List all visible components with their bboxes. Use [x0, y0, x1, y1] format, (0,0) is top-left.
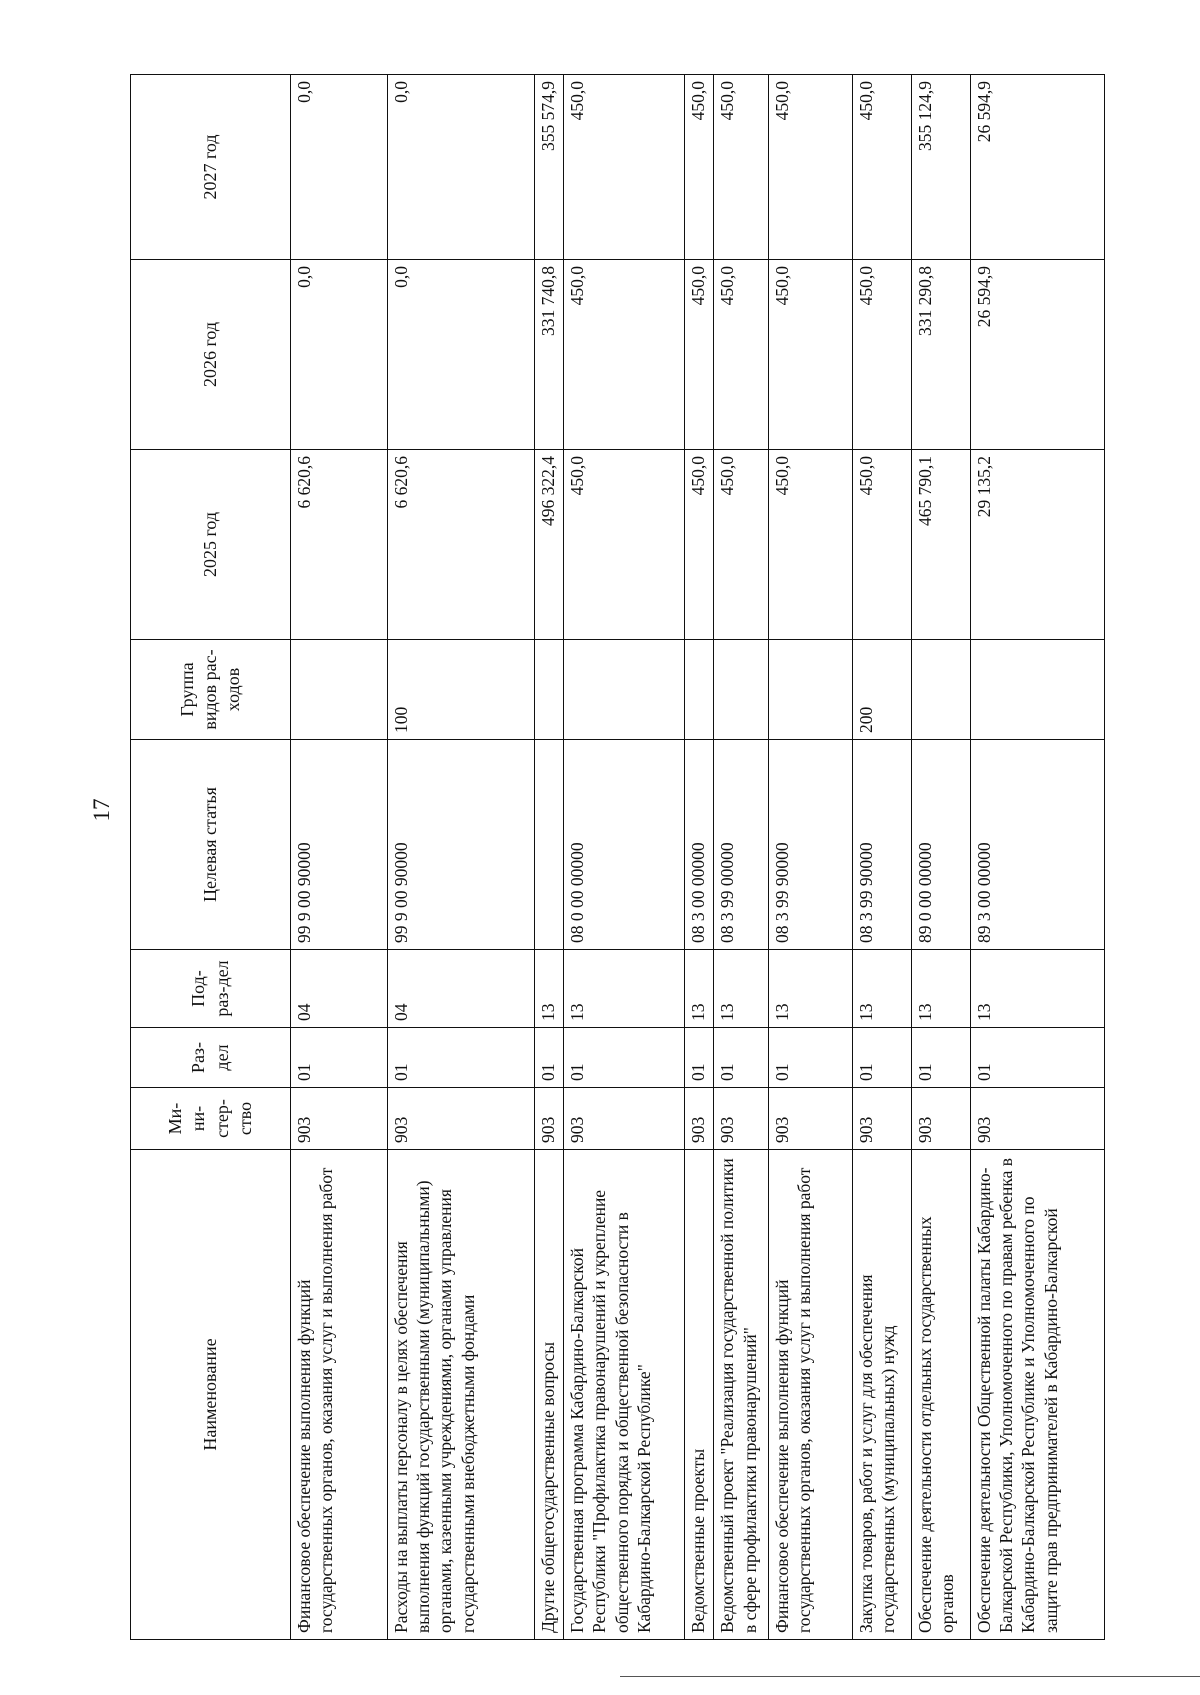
cell-2025: 450,0: [714, 450, 769, 640]
cell-2026: 331 740,8: [534, 260, 563, 450]
cell-target: 08 3 99 90000: [768, 740, 852, 950]
header-ministry: Ми-ни-стер-ство: [131, 1088, 291, 1150]
cell-2025: 29 135,2: [970, 450, 1105, 640]
cell-subsection: 13: [768, 950, 852, 1028]
cell-2027: 0,0: [387, 75, 534, 260]
header-group: Группа видов рас-ходов: [131, 640, 291, 740]
cell-target: 08 0 00 00000: [564, 740, 685, 950]
cell-ministry: 903: [911, 1088, 970, 1150]
cell-target: 08 3 99 90000: [852, 740, 911, 950]
cell-section: 01: [911, 1028, 970, 1088]
header-name: Наименование: [131, 1150, 291, 1640]
cell-name: Расходы на выплаты персоналу в целях обеспечения выполнения функций государственными (муниципальными) органами, казенными учреждениями, органами управления государственными внебюджетными фондами: [387, 1150, 534, 1640]
cell-name: Обеспечение деятельности Общественной палаты Кабардино-Балкарской Республики, Уполномоченного по правам ребенка в Кабардино-Балкарской Республике и Уполномоченного по защите прав предпринимателей в Кабардино-Балкарской: [970, 1150, 1105, 1640]
cell-section: 01: [768, 1028, 852, 1088]
cell-group: [768, 640, 852, 740]
table-row: [714, 75, 769, 1640]
cell-2027: 355 574,9: [534, 75, 563, 260]
cell-2026: 450,0: [768, 260, 852, 450]
cell-2026: 450,0: [564, 260, 685, 450]
cell-ministry: 903: [684, 1088, 713, 1150]
header-2026: 2026 год: [131, 260, 291, 450]
header-subsection: Под-раз-дел: [131, 950, 291, 1028]
budget-table: [130, 74, 1105, 1640]
cell-subsection: 04: [387, 950, 534, 1028]
cell-section: 01: [970, 1028, 1105, 1088]
cell-group: 100: [387, 640, 534, 740]
cell-subsection: 13: [684, 950, 713, 1028]
cell-ministry: 903: [768, 1088, 852, 1150]
header-target: Целевая статья: [131, 740, 291, 950]
cell-2026: 0,0: [291, 260, 388, 450]
cell-subsection: 13: [970, 950, 1105, 1028]
cell-subsection: 13: [852, 950, 911, 1028]
cell-2026: 450,0: [684, 260, 713, 450]
cell-group: [534, 640, 563, 740]
header-2025: 2025 год: [131, 450, 291, 640]
table-row: [387, 75, 534, 1640]
cell-ministry: 903: [534, 1088, 563, 1150]
cell-name: Обеспечение деятельности отдельных государственных органов: [911, 1150, 970, 1640]
cell-2027: 450,0: [684, 75, 713, 260]
cell-name: Закупка товаров, работ и услуг для обеспечения государственных (муниципальных) нужд: [852, 1150, 911, 1640]
cell-target: 99 9 00 90000: [387, 740, 534, 950]
cell-group: [684, 640, 713, 740]
header-section: Раз-дел: [131, 1028, 291, 1088]
cell-group: 200: [852, 640, 911, 740]
table-row: [970, 75, 1105, 1640]
table-row: [291, 75, 388, 1640]
cell-group: [291, 640, 388, 740]
cell-section: 01: [714, 1028, 769, 1088]
cell-2027: 450,0: [564, 75, 685, 260]
cell-target: 99 9 00 90000: [291, 740, 388, 950]
table-row: [852, 75, 911, 1640]
cell-2025: 465 790,1: [911, 450, 970, 640]
cell-ministry: 903: [970, 1088, 1105, 1150]
table-row: [684, 75, 713, 1640]
cell-target: 89 3 00 00000: [970, 740, 1105, 950]
cell-2025: 6 620,6: [291, 450, 388, 640]
cell-name: Финансовое обеспечение выполнения функций государственных органов, оказания услуг и выполнения работ: [291, 1150, 388, 1640]
cell-2027: 450,0: [852, 75, 911, 260]
cell-section: 01: [852, 1028, 911, 1088]
cell-2026: 331 290,8: [911, 260, 970, 450]
cell-2026: 0,0: [387, 260, 534, 450]
cell-section: 01: [291, 1028, 388, 1088]
cell-2025: 450,0: [684, 450, 713, 640]
cell-name: Ведомственный проект "Реализация государственной политики в сфере профилактики правонарушений": [714, 1150, 769, 1640]
cell-2026: 450,0: [714, 260, 769, 450]
table-row: [768, 75, 852, 1640]
cell-subsection: 13: [534, 950, 563, 1028]
cell-section: 01: [534, 1028, 563, 1088]
cell-section: 01: [387, 1028, 534, 1088]
cell-section: 01: [564, 1028, 685, 1088]
cell-subsection: 13: [911, 950, 970, 1028]
cell-target: 89 0 00 00000: [911, 740, 970, 950]
cell-2025: 450,0: [768, 450, 852, 640]
cell-2025: 450,0: [852, 450, 911, 640]
cell-name: Ведомственные проекты: [684, 1150, 713, 1640]
cell-ministry: 903: [852, 1088, 911, 1150]
table-header-row: [131, 75, 291, 1640]
cell-name: Финансовое обеспечение выполнения функций государственных органов, оказания услуг и выполнения работ: [768, 1150, 852, 1640]
cell-2027: 26 594,9: [970, 75, 1105, 260]
cell-2025: 450,0: [564, 450, 685, 640]
cell-target: 08 3 99 00000: [714, 740, 769, 950]
page-number: 17: [89, 798, 114, 822]
table-row: [534, 75, 563, 1640]
cell-2027: 450,0: [768, 75, 852, 260]
cell-group: [564, 640, 685, 740]
table-row: [564, 75, 685, 1640]
cell-subsection: 04: [291, 950, 388, 1028]
cell-name: Другие общегосударственные вопросы: [534, 1150, 563, 1640]
header-2027: 2027 год: [131, 75, 291, 260]
cell-group: [911, 640, 970, 740]
cell-group: [714, 640, 769, 740]
cell-target: [534, 740, 563, 950]
cell-ministry: 903: [714, 1088, 769, 1150]
cell-ministry: 903: [387, 1088, 534, 1150]
cell-ministry: 903: [291, 1088, 388, 1150]
cell-2027: 450,0: [714, 75, 769, 260]
cell-2027: 0,0: [291, 75, 388, 260]
scan-edge-line: [620, 1676, 1200, 1677]
cell-2026: 450,0: [852, 260, 911, 450]
budget-table-container: [130, 75, 1105, 1640]
cell-subsection: 13: [714, 950, 769, 1028]
cell-target: 08 3 00 00000: [684, 740, 713, 950]
cell-ministry: 903: [564, 1088, 685, 1150]
cell-2025: 6 620,6: [387, 450, 534, 640]
cell-group: [970, 640, 1105, 740]
cell-name: Государственная программа Кабардино-Балкарской Республики "Профилактика правонарушений и укрепление общественного порядка и общественной безопасности в Кабардино-Балкарской Республике": [564, 1150, 685, 1640]
cell-2025: 496 322,4: [534, 450, 563, 640]
cell-subsection: 13: [564, 950, 685, 1028]
table-row: [911, 75, 970, 1640]
cell-2027: 355 124,9: [911, 75, 970, 260]
cell-2026: 26 594,9: [970, 260, 1105, 450]
cell-section: 01: [684, 1028, 713, 1088]
